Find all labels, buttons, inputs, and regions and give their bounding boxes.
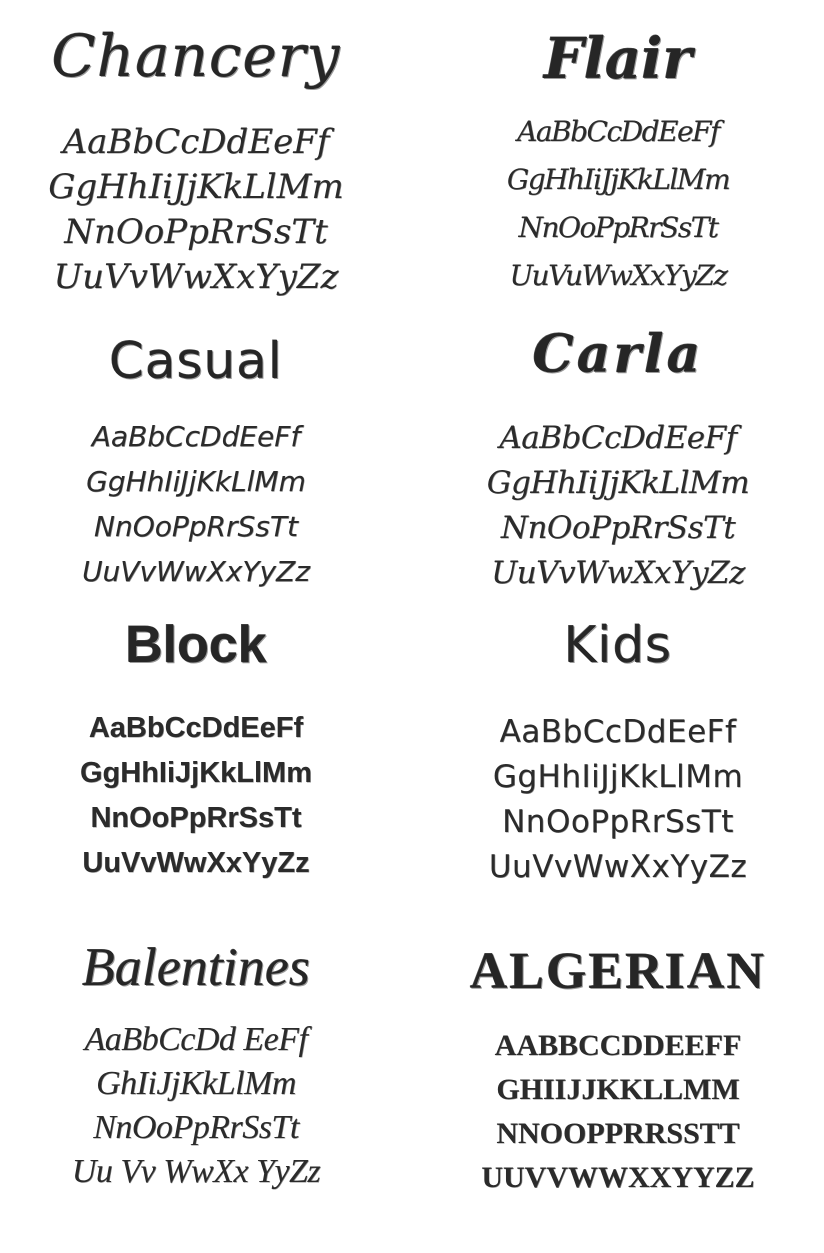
font-title-casual: Casual (109, 332, 283, 390)
alphabet-lines-chancery (0, 120, 412, 300)
font-title-block: Block (125, 616, 267, 674)
alphabet-line: NnOoPpRrSsTt (90, 802, 302, 834)
alphabet-line: NNOOPPRRSSTT (496, 1117, 740, 1150)
alphabet-line: AABBCCDDEEFF (494, 1029, 742, 1062)
alphabet-line: UuVuWwXxYyZz (509, 259, 727, 292)
alphabet-lines-balentines (0, 1018, 412, 1194)
alphabet-line: UuVvWwXxYyZz (82, 555, 310, 588)
font-title-carla: Carla (532, 324, 704, 385)
alphabet-line: AaBbCcDdEeFf (62, 122, 330, 162)
alphabet-line: GHIIJJKKLLMM (496, 1073, 740, 1106)
alphabet-line: UuVvWwXxYyZz (491, 555, 745, 591)
alphabet-line: GgHhIiJjKkLlMm (48, 167, 344, 207)
alphabet-lines-carla (412, 416, 824, 596)
font-sample-block (0, 610, 412, 930)
alphabet-line: AaBbCcDdEeFf (499, 714, 737, 750)
alphabet-line: AaBbCcDd EeFf (84, 1021, 308, 1058)
alphabet-line: NnOoPpRrSsTt (93, 1109, 299, 1146)
alphabet-line: GgHhIiJjKkLlMm (506, 163, 730, 196)
alphabet-line: NnOoPpRrSsTt (64, 212, 328, 252)
font-sample-chancery (0, 0, 412, 310)
alphabet-line: AaBbCcDdEeFf (88, 712, 304, 744)
alphabet-line: Uu Vv WwXx YyZz (71, 1153, 321, 1190)
alphabet-line: UUVVWWXXYYZZ (481, 1161, 755, 1194)
alphabet-line: GgHhIiJjKkLlMm (492, 759, 744, 795)
font-sample-balentines (0, 930, 412, 1253)
alphabet-lines-algerian (412, 1024, 824, 1200)
alphabet-lines-casual (0, 414, 412, 594)
alphabet-line: AaBbCcDdEeFf (499, 420, 737, 456)
font-sample-kids (412, 610, 824, 930)
alphabet-line: GgHhIiJjKkLlMm (86, 465, 306, 498)
alphabet-lines-kids (412, 710, 824, 890)
alphabet-line: NnOoPpRrSsTt (500, 510, 736, 546)
font-title-chancery: Chancery (51, 22, 341, 90)
alphabet-line: NnOoPpRrSsTt (94, 510, 298, 543)
font-sample-flair (412, 0, 824, 310)
alphabet-line: GhIiJjKkLlMm (96, 1065, 296, 1102)
alphabet-line: NnOoPpRrSsTt (518, 211, 718, 244)
font-title-flair: Flair (543, 26, 693, 92)
alphabet-line: UuVvWwXxYyZz (488, 849, 748, 885)
alphabet-lines-block (0, 706, 412, 886)
font-title-algerian: ALGERIAN (469, 943, 767, 1000)
alphabet-line: AaBbCcDdEeFf (91, 420, 301, 453)
font-sample-casual (0, 310, 412, 610)
font-title-kids: Kids (563, 616, 673, 674)
font-sample-algerian (412, 930, 824, 1253)
alphabet-line: UuVvWwXxYyZz (53, 257, 339, 297)
alphabet-lines-flair (412, 108, 824, 300)
font-sample-carla (412, 310, 824, 610)
alphabet-line: GgHhIiJjKkLlMm (79, 757, 312, 789)
alphabet-line: NnOoPpRrSsTt (502, 804, 734, 840)
alphabet-line: GgHhIiJjKkLlMm (486, 465, 750, 501)
font-title-balentines: Balentines (82, 937, 310, 997)
alphabet-line: AaBbCcDdEeFf (517, 115, 719, 148)
alphabet-line: UuVvWwXxYyZz (82, 847, 310, 879)
